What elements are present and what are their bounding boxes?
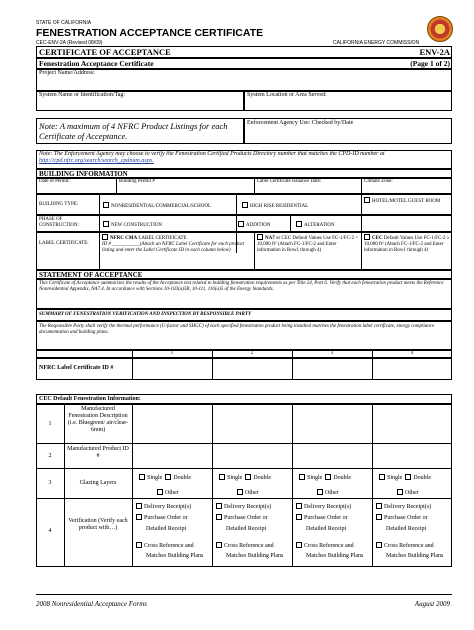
na7-option[interactable]: NA7 or CEC Default Values Use FC-1/FC-2 < 10,000 ft² (Attach FC-1/FC-2 and Enter information in Row1 through 4) bbox=[257, 236, 359, 253]
subtitle: Fenestration Acceptance Certificate bbox=[39, 59, 154, 68]
building-permit-label: Building Permit # bbox=[119, 179, 155, 184]
phase-label: PHASE OF CONSTRUCTION: bbox=[39, 217, 80, 228]
cec-row-4-num: 4 bbox=[48, 528, 52, 534]
california-seal-icon bbox=[427, 16, 453, 42]
form-code: ENV-2A bbox=[419, 47, 450, 57]
nfrc-row-label: NFRC Label Certificate ID # bbox=[39, 365, 114, 371]
new-construction-checkbox[interactable] bbox=[103, 221, 109, 227]
footer-right: August 2009 bbox=[414, 600, 450, 608]
footer-left: 2008 Nonresidential Acceptance Forms bbox=[36, 600, 148, 608]
cec-table-heading: CEC Default Fenestration Information: bbox=[39, 396, 141, 402]
building-info-heading: BUILDING INFORMATION bbox=[39, 170, 128, 178]
nfrc-cma-option[interactable]: NFRC CMA LABEL CERTIFICATE ID # ___________(Attach an NFRC Label Certificate for each product listing and enter the Label Certificate ID in each column below) bbox=[102, 234, 252, 254]
glazing-col-4[interactable]: Single Double Other bbox=[379, 474, 431, 497]
system-name-label: System Name or Identification/Tag: bbox=[39, 92, 126, 98]
verification-note-text: Note: The Enforcement Agency may choose to verify the Fenestration Certified Products Directory number that matches the CPD-ID number at bbox=[39, 151, 385, 157]
date-of-permit-label: Date of Permit: bbox=[39, 179, 70, 184]
label-cert-date-label: Label Certificate Issuance Date: bbox=[257, 179, 322, 184]
nfrc-cma-checkbox[interactable] bbox=[102, 234, 108, 240]
cpd-link[interactable]: http://cpd.nfrc.org/search/search_cpdnum.aspx. bbox=[39, 158, 154, 164]
statement-text: This Certificate of Acceptance summarizes the results of the Acceptance test related to building fenestration requirements as per Title 24, Part 6. Verify that each fenestration product meets the Reference Nonresidential Appendix, NA7.4. In accordance with Sections 10-103(a)3B, 10-111, 116(a)5 of the Energy Standards. bbox=[39, 281, 444, 292]
new-construction-option[interactable]: NEW CONSTRUCTION bbox=[103, 221, 162, 229]
cec-option[interactable]: CEC Default Values Use FC-1/FC-2 ≥ 10,000 ft² (Attach FC-1/FC-2 and Enter information in Row1 through 4) bbox=[364, 236, 450, 253]
verification-col-1[interactable]: Delivery Receipt(s) Purchase Order or Detailed Receipt Cross Reference and Matches Building Plans bbox=[136, 502, 211, 560]
alteration-checkbox[interactable] bbox=[296, 221, 302, 227]
building-type-label: BUILDING TYPE: bbox=[39, 202, 79, 207]
verification-note bbox=[39, 151, 449, 165]
alteration-option[interactable]: ALTERATION bbox=[296, 221, 335, 229]
page-indicator: (Page 1 of 2) bbox=[410, 59, 450, 68]
climate-zone-label: Climate Zone: bbox=[364, 179, 393, 184]
nonres-checkbox[interactable] bbox=[103, 202, 109, 208]
form-title: FENESTRATION ACCEPTANCE CERTIFICATE bbox=[36, 27, 264, 39]
cec-row-2-label: Manufactured Product ID # bbox=[67, 446, 129, 459]
cec-row-3-label: Glazing Layers bbox=[79, 480, 117, 486]
glazing-col-1[interactable]: Single Double Other bbox=[139, 474, 191, 497]
max-listings-note: Note: A maximum of 4 NFRC Product Listings for each Certificate of Acceptance. bbox=[39, 121, 228, 141]
cec-row-3-num: 3 bbox=[48, 480, 52, 486]
hotel-checkbox[interactable] bbox=[364, 197, 370, 203]
nonres-option[interactable]: NONRESIDENTIAL/COMMERCIAL/SCHOOL bbox=[103, 202, 211, 210]
summary-heading: SUMMARY OF FENESTRATION VERIFICATION AND INSPECTION BY RESPONSIBLE PARTY bbox=[39, 312, 251, 317]
nfrc-col-1: 1 bbox=[170, 351, 174, 356]
nfrc-col-4: 4 bbox=[410, 351, 414, 356]
system-location-label: System Location or Area Served: bbox=[247, 92, 327, 98]
cec-row-4-label: Verification (Verify each product with…) bbox=[68, 518, 128, 531]
responsible-party-text: The Responsible Party shall verify the thermal performance (U-factor and SHGC) of each specified fenestration product being installed matches the fenestration label certificate, energy compliance documentation and building plans. bbox=[39, 324, 435, 335]
glazing-col-2[interactable]: Single Double Other bbox=[219, 474, 271, 497]
highrise-option[interactable]: HIGH RISE RESIDENTIAL bbox=[242, 202, 308, 210]
verification-col-3[interactable]: Delivery Receipt(s) Purchase Order or Detailed Receipt Cross Reference and Matches Building Plans bbox=[296, 502, 371, 560]
form-id: CEC-ENV-2A (Revised 08/09) bbox=[36, 40, 103, 46]
project-label: Project Name/Address: bbox=[39, 70, 95, 76]
verification-col-4[interactable]: Delivery Receipt(s) Purchase Order or Detailed Receipt Cross Reference and Matches Building Plans bbox=[376, 502, 451, 560]
nfrc-cma-instructions: ID # ___________(Attach an NFRC Label Certificate for each product listing and enter the Label Certificate ID in each column below) bbox=[102, 242, 245, 253]
nfrc-col-3: 3 bbox=[330, 351, 334, 356]
project-field[interactable] bbox=[36, 69, 452, 91]
na7-checkbox[interactable] bbox=[257, 234, 263, 240]
state-label: STATE OF CALIFORNIA bbox=[36, 20, 92, 26]
statement-heading: STATEMENT OF ACCEPTANCE bbox=[39, 271, 143, 279]
cec-row-1-num: 1 bbox=[48, 421, 52, 427]
verification-col-2[interactable]: Delivery Receipt(s) Purchase Order or Detailed Receipt Cross Reference and Matches Building Plans bbox=[216, 502, 291, 560]
cec-checkbox[interactable] bbox=[364, 234, 370, 240]
certificate-heading: CERTIFICATE OF ACCEPTANCE bbox=[39, 47, 171, 57]
glazing-col-3[interactable]: Single Double Other bbox=[299, 474, 351, 497]
commission-name: CALIFORNIA ENERGY COMMISSION bbox=[333, 40, 420, 46]
highrise-checkbox[interactable] bbox=[242, 202, 248, 208]
addition-option[interactable]: ADDITION bbox=[238, 221, 270, 229]
cec-row-1-label: Manufactured Fenestration Description (i.e. Bluegreen/ air/clear-6mm) bbox=[67, 406, 129, 433]
hotel-option[interactable]: HOTEL/MOTEL GUEST ROOM bbox=[364, 197, 448, 205]
label-cert-label: LABEL CERTIFICATE: bbox=[39, 241, 89, 246]
cec-row-2-num: 2 bbox=[48, 453, 52, 459]
addition-checkbox[interactable] bbox=[238, 221, 244, 227]
enforcement-use-label: Enforcement Agency Use: Checked by/Date bbox=[247, 120, 354, 126]
nfrc-col-2: 2 bbox=[250, 351, 254, 356]
